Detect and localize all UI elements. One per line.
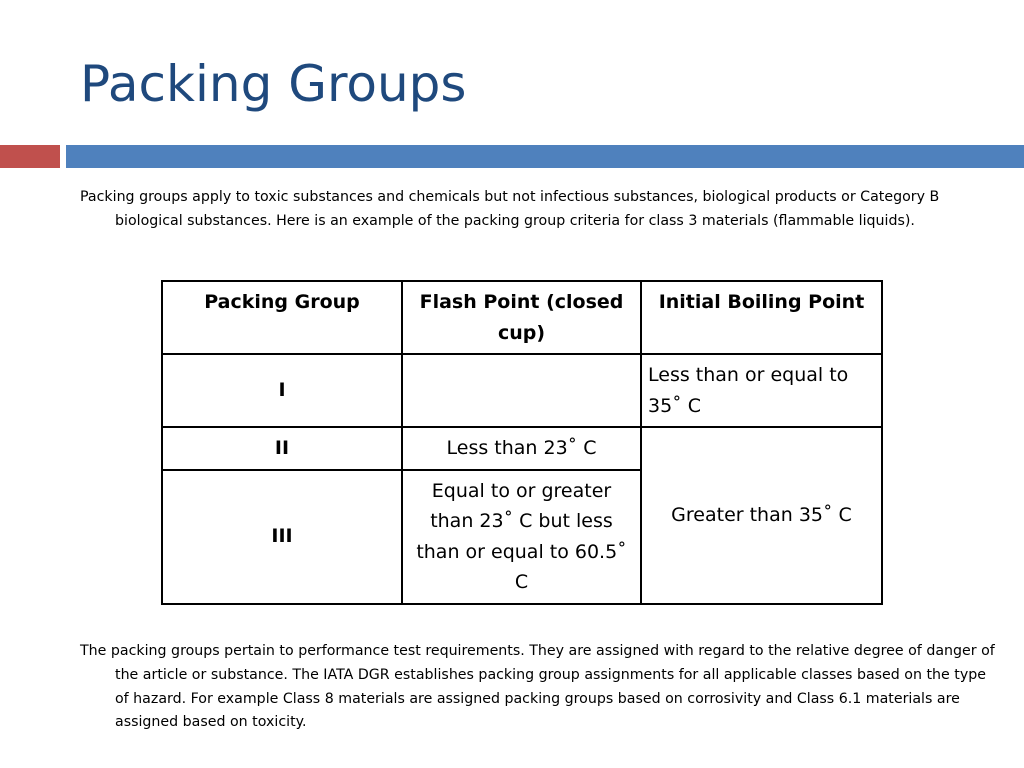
header-packing-group: Packing Group bbox=[162, 281, 402, 354]
header-flash-point: Flash Point (closed cup) bbox=[402, 281, 641, 354]
slide-title: Packing Groups bbox=[80, 55, 467, 113]
cell-group: II bbox=[162, 427, 402, 470]
cell-boiling: Less than or equal to 35˚ C bbox=[641, 354, 882, 427]
table-header-row bbox=[162, 281, 882, 354]
header-boiling-point: Initial Boiling Point bbox=[641, 281, 882, 354]
accent-bar-blue bbox=[66, 145, 1024, 168]
outro-paragraph: The packing groups pertain to performance test requirements. They are assigned with regard to the relative degree of danger of the article or substance. The IATA DGR establishes packing group assignments for all applicable classes based on the type of hazard. For example Class 8 materials are assigned packing groups based on corrosivity and Class 6.1 materials are assigned based on toxicity. bbox=[80, 643, 995, 731]
cell-group: III bbox=[162, 470, 402, 604]
accent-bar-red bbox=[0, 145, 60, 168]
table-row bbox=[162, 427, 882, 470]
table-row bbox=[162, 354, 882, 427]
cell-flash bbox=[402, 354, 641, 427]
intro-paragraph: Packing groups apply to toxic substances and chemicals but not infectious substances, biological products or Category B biological substances. Here is an example of the packing group criteria for class 3 materials (flammable liquids). bbox=[80, 189, 940, 229]
cell-boiling-merged: Greater than 35˚ C bbox=[641, 427, 882, 604]
packing-group-table bbox=[161, 280, 883, 605]
cell-flash: Equal to or greater than 23˚ C but less than or equal to 60.5˚ C bbox=[402, 470, 641, 604]
cell-flash: Less than 23˚ C bbox=[402, 427, 641, 470]
cell-group: I bbox=[162, 354, 402, 427]
